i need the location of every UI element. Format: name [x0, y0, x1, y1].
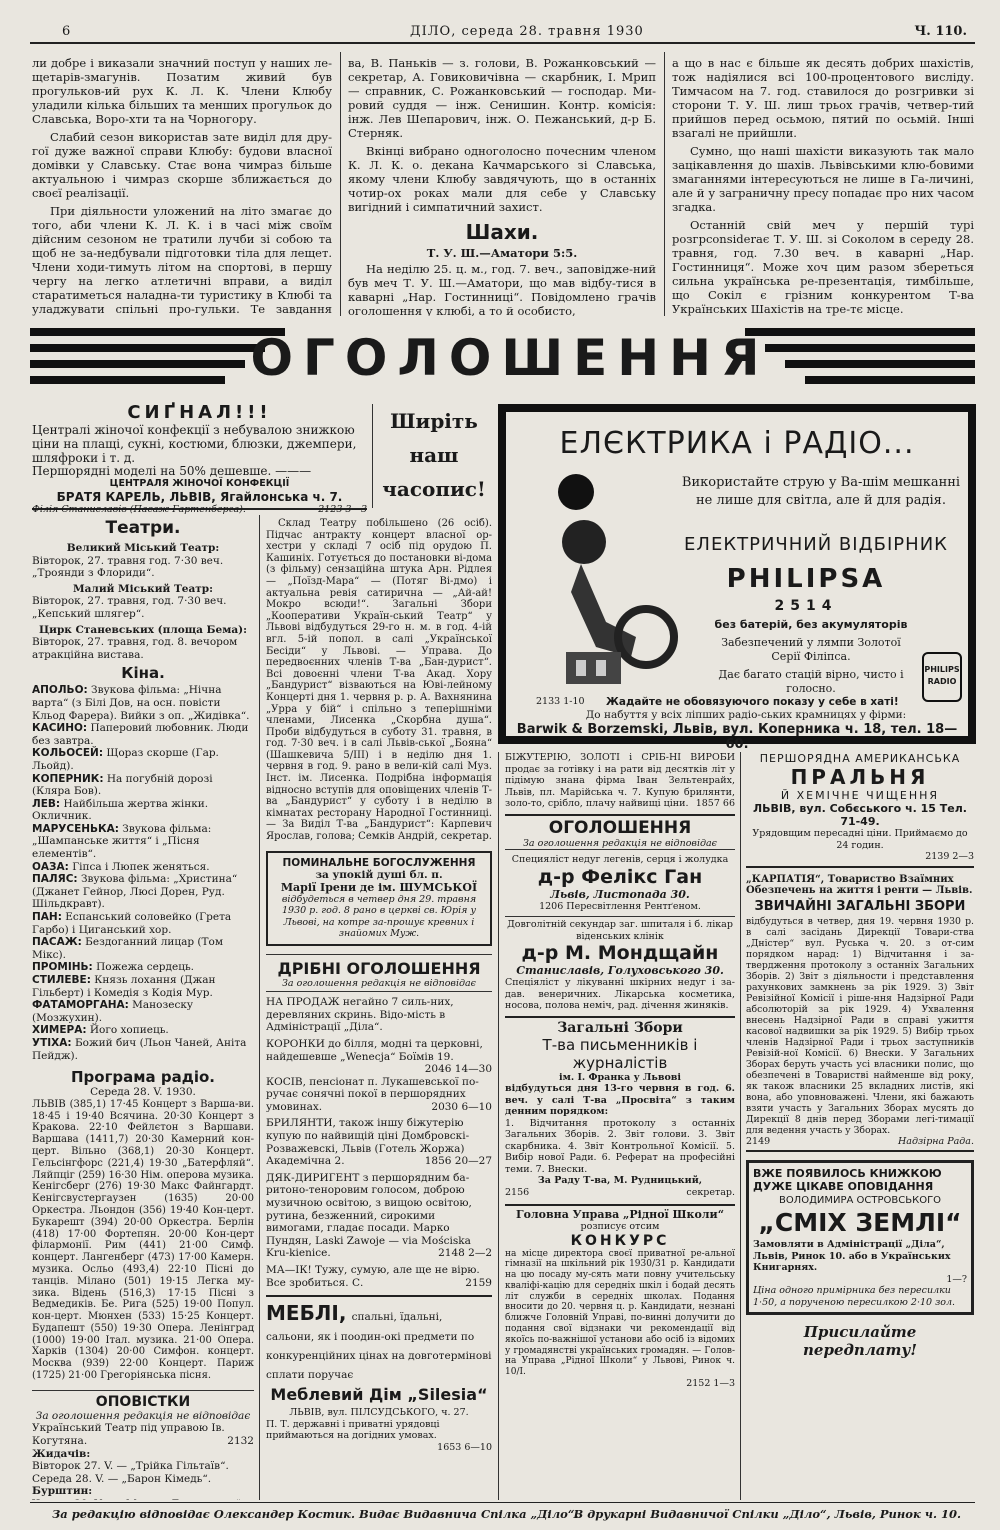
signal-ad-title: СИҐНАЛ!!! — [127, 402, 272, 423]
doctor-extra: Пересвітлення Рентґеном. — [566, 900, 701, 912]
memorial-line: відбудеться в четвер дня 29. травня 1930 р. год. 8 рано в церкві св. Юрія у Львові, на котре за-прошує кревних і знайомих Муж. — [281, 893, 477, 940]
theatres-heading: Театри. — [105, 518, 181, 538]
ad-code: 1653 6—10 — [437, 1441, 492, 1453]
philips-badge: PHILIPS RADIO — [922, 652, 962, 702]
column-rule — [340, 52, 341, 316]
book-price: Ціна одного примірника без пересилки 1·50, а порученою пересилкою 2·10 зол. — [753, 1285, 956, 1308]
writers-text: відбудуться дня 13-го червня в год. 6. веч. у салі Т-ва „Просвіта“ з таким денним порядком: — [505, 1083, 735, 1117]
school-title: КОНКУРС — [570, 1232, 670, 1249]
book-line: ДУЖЕ ЦІКАВЕ ОПОВІДАННЯ — [753, 1180, 934, 1193]
karpatia-ad — [746, 874, 974, 1153]
cinema-text: Бездоганний лицар (Том Мікс). — [32, 936, 224, 961]
small-ads-heading: ДРІБНІ ОГОЛОШЕННЯ — [266, 954, 492, 978]
writers-sign2: секретар. — [686, 1186, 735, 1198]
article-column-1 — [32, 56, 332, 316]
doctor-specialty: Специяліст недуг легенів, серця і жолудка — [511, 854, 729, 865]
cinema-text: Звукова фільма: „Нічна варта“ (з Білі Дов, на осн. повісти Кльод Фарера). Вийки з оп. „Жидівка“. — [32, 684, 250, 722]
ad-code: 2152 1—3 — [686, 1378, 735, 1390]
column-rule — [259, 515, 260, 1500]
doctor-name: д-р М. Мондщайн — [521, 942, 719, 964]
philips-ad-line: без батерій, без акумуляторів — [714, 618, 908, 631]
cinema-text: Його хопиець. — [89, 1024, 169, 1037]
furniture-title: МЕБЛІ, — [266, 1301, 347, 1326]
writers-title: Загальні Збори — [557, 1019, 683, 1036]
philips-ad-model: 2514 — [774, 598, 838, 614]
cinema-name: ХИМЕРА: — [32, 1024, 87, 1037]
column-rule — [498, 752, 499, 1500]
karpatia-sign: Надзірна Рада. — [898, 1135, 974, 1147]
article-paragraph: Останній свій меч у першій турі розгрconsiderає Т. У. Ш. зі Соколом в середу 28. травня, год. 7.30 веч. в каварні „Нар. Гостинниця“. Може хоч цим разом збереться сильна українська ре-презентація, тимбільше, що Сокіл є грізним конкурентом Т-ва Українських Шахістів на тре-тє місце. — [672, 218, 974, 316]
small-ad — [266, 1264, 492, 1289]
small-ads-list — [266, 996, 492, 1289]
jewelry-text: БІЖУТЕРІЮ, ЗОЛОТІ і СРІБ-НІ ВИРОБИ продає за готівку і на рати від десятків літ у підімую знана фірма Іван Зельтенрайх, Львів, пл. Марійська ч. 7. Купую брилянти, золо-то, срібло, плачу найвищі ціни. — [505, 752, 735, 809]
column-rule — [740, 752, 741, 1500]
listings-column — [32, 518, 254, 1500]
small-ad — [266, 1117, 492, 1167]
laundry-line: Й ХЕМІЧНЕ ЧИЩЕННЯ — [780, 789, 940, 802]
article-paragraph: ва, В. Паньків — з. голови, В. Рожанковський — секретар, А. Говиковичівна — скарбник, І. Мрип — справник, С. Рожанковський — господар. Ми-ровий суддя — інж. Сенишин. Контр. комісія: інж. Лев Шепарович, інж. О. Пежанський, д-р Б. Стерняк. — [348, 56, 656, 140]
philips-ad — [498, 404, 976, 752]
philips-ad-product: ЕЛЕКТРИЧНИЙ ВІДБІРНИК — [684, 534, 948, 555]
cinema-text: Гіпса і Люпек женяться. — [72, 860, 210, 873]
furniture-name: Меблевий Дім „Silesia“ — [270, 1385, 488, 1405]
theatre-name: Цирк Станевських (площа Бема): — [39, 623, 247, 636]
radio-date: Середа 28. V. 1930. — [90, 1086, 196, 1099]
signal-ad — [32, 402, 367, 515]
issue-number: Ч. 110. — [914, 24, 967, 39]
writers-name: Т-ва письменників і журналістів — [542, 1035, 698, 1072]
philips-ad-brand: PHILIPSA — [726, 564, 886, 594]
cinema-name: МАРУСЕНЬКА: — [32, 822, 119, 835]
cinema-name: ПРОМІНЬ: — [32, 961, 93, 974]
writers-ad — [505, 1016, 735, 1199]
article-paragraph: На неділю 25. ц. м., год. 7. веч., заповідже-ний був меч Т. У. Ш.—Аматори, що мав відбу-тися в каварні „Нар. Гостинниці“. Повідомлено грачів оголошення у клюбі, а то й особисто, — [348, 262, 656, 316]
cinema-text: Божий бич (Льон Чаней, Аніта Пейдж). — [32, 1036, 247, 1062]
notice-line: Вівторок 27. V. — „Трійка Гільтаїв“. — [32, 1460, 229, 1473]
school-line: розписує отсим — [580, 1221, 660, 1232]
masthead-title: ДІЛО, середа 28. травня 1930 — [410, 24, 644, 39]
theatre-name: Малий Міський Театр: — [72, 582, 214, 595]
cinema-name: СТИЛЕВЕ: — [32, 974, 91, 986]
book-text: Замовляти в Адміністрації „Діла“, Львів, Ринок 10. або в Українських Книгарнях. — [753, 1239, 951, 1273]
cinema-name: КАСИНО: — [32, 722, 88, 735]
furniture-text: спальні, їдальні, сальони, як і поодин-окі предмети по конкуренційних цінах на довготермінові сплати поручає — [266, 1311, 492, 1382]
laundry-note: Урядовщим пересадні ціни. Приймаємо до 24 годин. — [752, 828, 968, 851]
footer-editor: За редакцію відповідає Олександер Костик. Видає Видавнича Спілка „Діло“. — [52, 1507, 579, 1521]
theatre-text: Вівторок, 27. травня, год. 8. вечором атракційна вистава. — [32, 636, 238, 661]
ad-code: 2030 6—10 — [431, 1100, 492, 1113]
karpatia-text: відбудуться в четвер, дня 19. червня 1930 р. в салі засідань Дирекції Товари-ства „Дністер“ вул. Руська ч. 20. з от-сим порядком нарад: 1) Відчитання і за-твердження протоколу з останніх Загальних Зборів. 2) Звіт з діяльности і представлення рахункових замкнень за рік 1929. 3) Звіт Ревізійної Комісії і ріше-ння Надзірної Ради абсолюторій за рік 1929. 4) Ухвалення внесень Надзірної Ради в справі ужиття касової надвишки за рік 1929. 5) Вибір трьох членів Надзірної Ради і трьох заступників Ревізій-ної Комісії. 6) Внески. У Загальних Зборах беруть участь усі власники полис, що обезпечені в Товаристві найменше від року, як також власники 25 вкладних листів, які вона, або уповноважені. Члени, які бажають взяти участь у Загальних Зборах мусять до Дирекції 8 днів перед Зборами легі-тимації для ведення участь у Зборах. — [746, 915, 974, 1136]
notice-line — [32, 1498, 254, 1500]
radio-lamp-illustration — [536, 472, 686, 692]
cinema-name: АПОЛЬО: — [32, 684, 88, 697]
karpatia-title: „КАРПАТІЯ“, Товариство Взаїмних Обезпечень на життя і ренти — Львів. — [746, 873, 973, 896]
school-ad — [505, 1204, 735, 1390]
signal-ad-firm: ЦЕНТРАЛЯ ЖІНОЧОЇ КОНФЕКЦІЇ — [109, 478, 290, 489]
cinema-text: Еспанський соловейко (Грета Гарбо) і Циганський хор. — [32, 911, 232, 936]
ad-code: 2132 — [227, 1435, 254, 1448]
book-ad — [746, 1160, 974, 1315]
ad-code: 1857 66 — [695, 798, 735, 809]
spread-ad-line: Ширіть — [390, 409, 478, 433]
cinema-name: КОПЕРНИК: — [32, 772, 104, 785]
laundry-line: ПЕРШОРЯДНА АМЕРИКАНСЬКА — [759, 752, 961, 765]
cinema-text: Найбільша жертва жінки. Окличник. — [32, 797, 209, 823]
doctor-specialty: Довголітній секундар заг. шпиталя і б. лікар віденських клінік — [507, 919, 733, 942]
cinema-text: Звукова фільма: „Шампанське життя“ і „Пісня елементів“. — [32, 822, 212, 861]
doctor-extra: Спеціяліст у лікуванні шкірних недуг і за-дав. венеричних. Лікарська косметика, носова, полова неміч, рад. дічення жиняків. — [505, 977, 735, 1011]
radio-heading: Програма радіо. — [70, 1068, 216, 1087]
book-line: ВЖЕ ПОЯВИЛОСЬ КНИЖКОЮ — [753, 1167, 942, 1180]
ad-code: 2123 3—3 — [318, 503, 367, 515]
small-ad-text: МА—ІК! Тужу, сумую, але ще не вірю. Все зробиться. С. — [266, 1264, 480, 1289]
subscribe-notice: Присилайте передплату! — [803, 1323, 917, 1359]
cinema-name: ЛЕВ: — [32, 797, 61, 810]
small-ad — [266, 1172, 492, 1260]
philips-ad-line: Жадайте не обовязуючого показу у себе в хаті! — [606, 696, 899, 708]
article-paragraph: Слабий сезон використав зате виділ для дру-гої дуже важної справи Клюбу: будови власної домівки у Славську. Стає вона чимраз більше актуальною і чимраз скорше зближається до своєї реалізації. — [32, 130, 332, 200]
philips-ad-firm: Barwik & Borzemski, Львів, вул. Коперника ч. 18, тел. 18—60. — [516, 722, 958, 752]
ad-code: 1856 20—27 — [424, 1155, 492, 1168]
chess-heading: Шахи. — [465, 220, 539, 244]
cinema-text: Щораз скорше (Гар. Льойд). — [32, 747, 219, 772]
memorial-name: Марії Ірени де ім. ШУМСЬКОЇ — [280, 880, 478, 894]
small-ad — [266, 1076, 492, 1114]
cinema-text: Звукова фільма: „Христина“ (Джанет Гейнор, Люсі Дорен, Руд. Шільдкравт). — [32, 873, 238, 911]
article-column-2 — [348, 56, 656, 316]
small-ad — [266, 996, 492, 1034]
ad-code: 2133 1-10 — [536, 696, 585, 707]
theatre-news: Склад Театру побільшено (26 осіб). Підчас антракту концерт власної ор-хестри у складі 7 осіб під орудою П. Кашиніх. Готується до постановки ві-дома (з фільму) сензаційна штука Арн. Рідлея — „Поїзд-Мара“ — (Потяг Ві-дмо) і актуальна ревія сатирична — „Ай-ай! Мокро всюди!“. Загальні Збори „Кооперативи Україн-ський Театр“ у Львові відбудуться 29-го н. м. в год. 4-ій вгл. 5-ій попол. в салі „Української Бесіди“ у Львові. — Управа. До передвоєнних членів Т-ва „Бан-дурист“. Всі довоєнні члени Т-ва Акад. Хору „Бандурист“ візваються на Юві-лейному Концерті дня 1. червня р. р. А. Вахнянина „Урра у бій“ і спільно з теперішніми членами, Лисенка „Скорбна душа“. Проби відбудуться в суботу 31. травня, в год. 7·30 веч. і в салі Львів-ської „Бояна“ (Шашкевича 5/III) і в неділю дня 1. червня в год. 9. рано в вели-кій салі Муз. Інст. ім. Лисенка. Подрібна інформація відносно вступів для оповіщених членів Т-ва „Бандурист“ у суботу і в неділю в кімнатах ресторану Народної Гостинниці. — За Виділ Т-ва „Бандурист“: Карпевич Ярослав, голова; Семків Андрій, секретар. — [266, 518, 492, 843]
ads-banner-title: ОГОЛОШЕННЯ — [250, 329, 770, 387]
notices-block-subheading: За оголошення редакція не відповідає — [505, 838, 735, 851]
small-ad-text: НА ПРОДАЖ негайно 7 силь-них, деревляних скринь. Відо-мість в Адміністрації „Діла“. — [266, 996, 454, 1034]
writers-sign: За Раду Т-ва, М. Рудницький, — [537, 1175, 703, 1186]
small-ad-text: КОСІВ, пенсіонат п. Лукашевської по-ручає сонячні покої в першорядних умовинах. — [266, 1075, 479, 1113]
ad-code: 1206 — [539, 900, 564, 912]
furniture-address: ЛЬВІВ, вул. ПІЛСУДСЬКОГО, ч. 27. — [289, 1407, 469, 1419]
article-paragraph: а що в нас є більше як десять добрих шахістів, тож надіялися всі 100-процентового висліду. Тимчасом на 7. год. ставилося до розгривки зі сторони Т. У. Ш. лиш трьох грачів, четвер-тий прийшов перед осьмою, пятий по осьмій. Інші взагалі не прийшли. — [672, 56, 974, 140]
signal-ad-firm-address: БРАТЯ КАРЕЛЬ, ЛЬВІВ, Ягайлонська ч. 7. — [56, 489, 343, 504]
jewelry-ad — [505, 752, 735, 810]
article-paragraph: При діяльности уложений на літо змагає до того, аби члени К. Л. К. і в часі між своїм дійсним сезоном не тратили лучби зі собою та щоб не за-недбували підготовки тіла для лещет. Члени ходи-тимуть літом на спортові, в першу чергу на легко атлетичні вправи, а виділ старатиметься наладна-ти туристику в Клюбі та уладжувати спільні про-гульки. Те завдання — [32, 204, 332, 316]
middle-column — [266, 518, 492, 1500]
writers-agenda: 1. Відчитання протоколу з останніх Загальних Зборів. 2. Звіт голови. 3. Звіт скарбника. 4. Звіт Контрольної Комісії. 5. Вибір нової Ради. 6. Реферат на професійні теми. 7. Внески. — [505, 1117, 735, 1175]
article-paragraph: Сумно, що наші шахісти виказують так мало зацікавлення до шахів. Львівськими клю-бовими змаганнями інтересуються не лише в Га-личині, але й у заграничну пресу попадає про них часом згадка. — [672, 144, 974, 214]
theatre-text: Вівторок, 27. травня год. 7·30 веч. „Троянди з Флориди“. — [32, 554, 224, 580]
page-footer — [30, 1502, 975, 1526]
ads-banner — [30, 326, 975, 401]
cinema-name: ПАН: — [32, 911, 62, 924]
cinema-name: ФАТАМОРГАНА: — [32, 999, 129, 1012]
book-author: ВОЛОДИМИРА ОСТРОВСЬКОГО — [778, 1195, 942, 1206]
cinema-text: Пожежа сердець. — [96, 961, 195, 974]
footer-printer: В друкарні Видавничої Спілки „Діло“, Львів, Ринок ч. 10. — [573, 1507, 961, 1521]
doctor-ad — [505, 854, 735, 912]
notice-city: Жидачів: — [32, 1447, 91, 1460]
philips-ad-line: Дає багато стацій вірно, чисто і голосно. — [718, 668, 904, 695]
page-number: 6 — [62, 24, 71, 39]
theatre-text: Вівторок, 27. травня, год. 7·30 веч. „Кепський шлягер“. — [32, 595, 227, 620]
article-paragraph: Вкінці вибрано одноголосно почесним членом К. Л. К. о. декана Качмарського зі Славська, якому члени Клюбу завдячують, що в останніх чотир-ох роках мали для себе у Славську вигідний і симпатичний захист. — [348, 144, 656, 214]
school-line: Головна Управа „Рідної Школи“ — [515, 1208, 725, 1221]
ad-code: 2046 14—30 — [424, 1063, 492, 1076]
cinema-name: ОАЗА: — [32, 860, 69, 873]
laundry-title: ПРАЛЬНЯ — [790, 765, 930, 789]
small-ad-text: ДЯК-ДИРИГЕНТ з першорядним ба-ритоно-теноровим голосом, доброю музичною освітою, з вищою освітою, рутина, безженний, сирокими вимогами, гладає посади. Марко Пундян, Laski Zawoje — via Mościska Kru-kienice. — [266, 1171, 472, 1260]
cinema-text: Князь лохання (Джан Гільберт) і Комедія з Кодія Мур. — [32, 974, 216, 999]
book-title: „СМІХ ЗЕМЛІ“ — [758, 1208, 962, 1237]
center-right-column — [505, 752, 735, 1500]
ad-code: 2156 — [505, 1186, 530, 1198]
theatre-name: Великий Міський Театр: — [66, 542, 220, 554]
page-header — [30, 18, 975, 44]
cinema-heading: Кіна. — [121, 664, 165, 683]
spread-ad — [378, 404, 490, 508]
right-column — [746, 752, 974, 1500]
cinema-text: Паперовий любовник. Люди без завтра. — [32, 722, 249, 747]
small-ad-text: КОРОНКИ до білля, модні та церковні, найдешевше „Wenecja“ Боїмів 19. — [266, 1037, 483, 1063]
signal-ad-line: Централі жіночої конфекції з небувалою знижкою ціни на плащі, сукні, костюми, блюзки, джемпери, шляфроки і т. д. — [32, 423, 357, 465]
ad-code: 2149 — [746, 1135, 771, 1147]
memorial-title: ПОМИНАЛЬНЕ БОГОСЛУЖЕННЯ — [282, 856, 476, 869]
philips-ad-intro: Використайте струю у Ва-шім мешканні не лише для світла, але й для радія. — [681, 475, 961, 508]
memorial-line: за упокій душі бл. п. — [315, 868, 443, 881]
article-paragraph: ли добре і виказали значний поступ у наших ле-щетарів-змагунів. Позатим живий був прогульков-ий рух К. Л. К. Члени Клюбу уладили кілька більших та менших прогульок до Славська, Воро-хти та на Чорногору. — [32, 56, 332, 126]
radio-program: ЛЬВІВ (385,1) 17·45 Концерт з Варша-ви. 18·45 і 19·40 Всячина. 20·30 Концерт з Кракова. 22·10 Фейлєтон з Варшави. Варшава (1411,7) 20·30 Камерний кон-церт. Вільно (368,1) 20·30 Концерт. Гельсінгфорс (221,4) 19·30 „Батерфляй“. Ляйпціг (259) 16·30 Нім. оперова музика. Кенігсберг (276) 19·30 Макс Файнгардт. Кенігсвустергаузен (1635) 20·00 Оркестра. Льондон (356) 19·40 Кон-церт. Букарешт (394) 20·00 Оркестра. Берлін (418) 17·00 Фортепян. 20·00 Кон-церт філармонії. Рим (441) 21·00 Симф. концерт. Лангенберг (473) 17·00 Камерн. музика. Осльо (493,4) 22·10 Пісні до танців. Мілано (501) 19·15 Легка му-зика. Відень (516,3) 17·15 Пісні з Ведмедиків. Бе. Рига (525) 19·00 Попул. кон-церт. Мюнхен (533) 15·25 Концерт. Будапешт (550) 19·30 Опера. Ленінград (1000) 19·00 Італ. музика. 21·00 Опера. Харків (1304) 20·00 Симфон. концерт. Москва (939) 22·00 Концерт. Париж (1725) 21·00 Грегоріянська пісня. — [32, 1098, 254, 1382]
notices-subheading: За оголошення редакція не відповідає — [35, 1409, 251, 1422]
small-ad-text: БРИЛЯНТИ, також іншу біжутерію купую по найвищій ціні Домбровскі-Розважевскі, Львів (Готель Жоржа) Академічна 2. — [266, 1117, 470, 1168]
doctor-address: Станиславів, Голуховського 30. — [516, 964, 724, 977]
writers-sub: ім. І. Франка у Львові — [558, 1071, 681, 1083]
ad-code: 2139 2—3 — [925, 851, 974, 862]
spread-ad-line: наш — [409, 443, 459, 467]
column-rule — [372, 404, 373, 508]
cinema-name: ПАСАЖ: — [32, 936, 82, 949]
cinema-name: КОЛЬОСЕЙ: — [32, 747, 104, 760]
notices-block — [505, 814, 735, 851]
signal-ad-line: Першорядні моделі на 50% дешевше. ——— — [32, 464, 312, 478]
karpatia-heading: ЗВИЧАЙНІ ЗАГАЛЬНІ ЗБОРИ — [754, 898, 966, 914]
philips-ad-line: До набуття у всіх ліпших радіо-ських крамницях у фірми: — [585, 709, 907, 721]
doctor-name: д-р Фелікс Ган — [537, 865, 703, 888]
furniture-note: П. Т. державні і приватні урядовці приймаються на догідних умовах. — [266, 1418, 440, 1442]
doctor-ad — [505, 916, 735, 1012]
doctor-address: Львів, Листопада 30. — [550, 887, 690, 901]
ad-code: 1—? — [946, 1273, 967, 1285]
ad-code: 2159 — [465, 1276, 492, 1289]
notices-block-title: ОГОЛОШЕННЯ — [548, 817, 692, 838]
school-text: на місце директора своєї приватної ре-альної гімназії на шкільний рік 1930/31 р. Кандидати на цю посаду му-сять мати повну учительську кваліфі-кацію для середніх шкіл і бодай десять літ служби в середніх школах. Подання вносити до 20. червня ц. р. Кандидати, незнані ближче Головній Управі, по-винні долучити до подання свої відзнаки чи рекомендації від якоїсь по-важнішої установи або осіб із відомих у громадянстві українських громадян. — Голов-на Управа „Рідної Школи“ у Львові, Ринок ч. 10/I. — [505, 1248, 735, 1378]
small-ads-subheading: За оголошення редакція не відповідає — [266, 978, 492, 993]
cinema-text: На погубній дорозі (Кляра Бов). — [32, 772, 213, 798]
spread-ad-line: часопис! — [382, 477, 486, 501]
philips-ad-title: ЕЛЄКТРИКА і РАДІО... — [559, 426, 915, 461]
memorial-ad — [266, 851, 492, 946]
notice-text: Український Театр під управою Ів. Когутяна. — [32, 1422, 225, 1448]
cinema-name: УТІХА: — [32, 1036, 72, 1049]
column-rule — [664, 52, 665, 316]
laundry-address: ЛЬВІВ, вул. Собєського ч. 15 Тел. 71-49. — [753, 802, 967, 828]
notice-line: Середа 28. V. — „Барон Кімедь“. — [32, 1472, 212, 1485]
furniture-ad — [266, 1295, 492, 1453]
ad-code: 2148 2—2 — [438, 1247, 492, 1260]
cinema-name: ПАЛЯС: — [32, 873, 78, 886]
notices-section — [32, 1390, 254, 1500]
signal-ad-branch: Філія Станиславів (Пасаж Гартенберга). — [32, 503, 246, 515]
chess-subheading: Т. У. Ш.—Аматори 5:5. — [426, 246, 578, 260]
philips-ad-line: Забезпечений у лямпи Золотої Серії Філіпса. — [721, 636, 901, 663]
cinema-text: Манозеску (Мозжухин). — [32, 999, 194, 1024]
article-column-3 — [672, 56, 974, 316]
notice-city: Бурштин: — [32, 1485, 93, 1498]
laundry-ad — [746, 752, 974, 868]
small-ad — [266, 1037, 492, 1076]
notices-heading: ОПОВІСТКИ — [95, 1393, 191, 1410]
